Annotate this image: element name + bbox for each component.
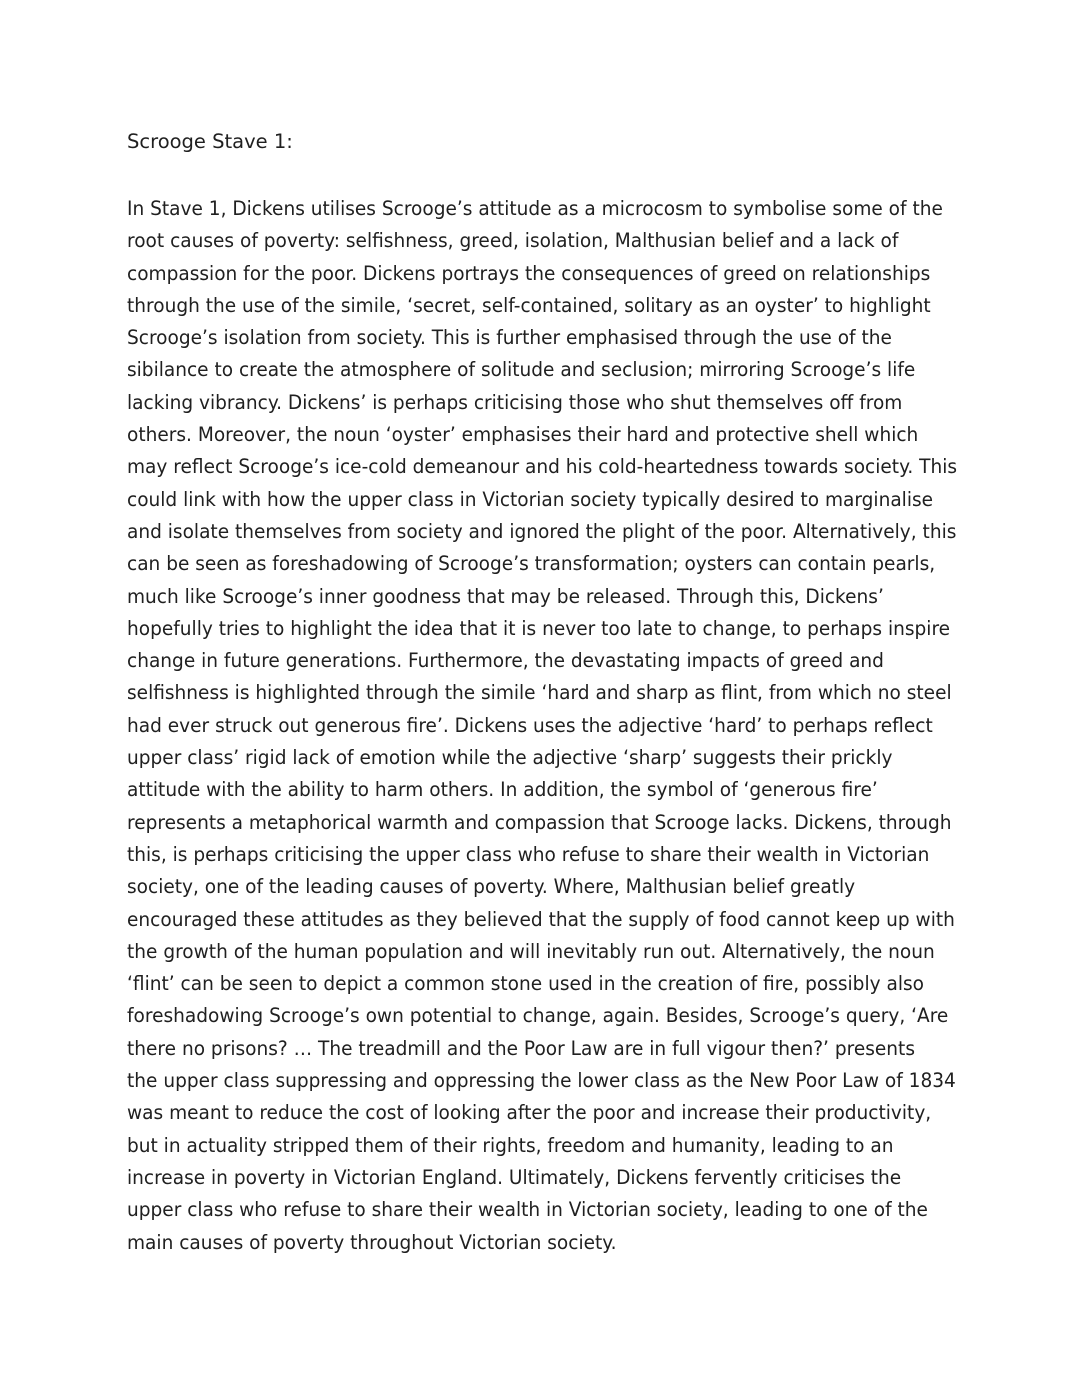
body-line: much like Scrooge’s inner goodness that may be released. Through this, Dickens’ <box>127 584 884 608</box>
body-line: foreshadowing Scrooge’s own potential to change, again. Besides, Scrooge’s query, ‘Are <box>127 1004 949 1028</box>
body-line: attitude with the ability to harm others. In addition, the symbol of ‘generous fire’ <box>127 778 878 802</box>
body-line: represents a metaphorical warmth and compassion that Scrooge lacks. Dickens, through <box>127 810 952 834</box>
body-line: could link with how the upper class in Victorian society typically desired to marginalise <box>127 487 934 511</box>
body-line: there no prisons? … The treadmill and the Poor Law are in full vigour then?’ presents <box>127 1036 915 1060</box>
body-line: sibilance to create the atmosphere of solitude and seclusion; mirroring Scrooge’s life <box>127 358 916 382</box>
body-line: selfishness is highlighted through the simile ‘hard and sharp as flint, from which no steel <box>127 681 952 705</box>
body-line: but in actuality stripped them of their rights, freedom and humanity, leading to an <box>127 1133 894 1157</box>
body-line: may reflect Scrooge’s ice-cold demeanour and his cold-heartedness towards society. This <box>127 455 958 479</box>
body-line: and isolate themselves from society and ignored the plight of the poor. Alternatively, this <box>127 519 957 543</box>
body-line: can be seen as foreshadowing of Scrooge’s transformation; oysters can contain pearls, <box>127 552 936 576</box>
body-line: this, is perhaps criticising the upper class who refuse to share their wealth in Victorian <box>127 842 930 866</box>
body-line: through the use of the simile, ‘secret, self-contained, solitary as an oyster’ to highlight <box>127 293 931 317</box>
body-line: root causes of poverty: selfishness, greed, isolation, Malthusian belief and a lack of <box>127 229 899 253</box>
body-line: the upper class suppressing and oppressing the lower class as the New Poor Law of 1834 <box>127 1069 956 1093</box>
body-line: compassion for the poor. Dickens portrays the consequences of greed on relationships <box>127 261 931 285</box>
document-body <box>127 193 1000 1259</box>
body-line: encouraged these attitudes as they believed that the supply of food cannot keep up with <box>127 907 955 931</box>
body-line: society, one of the leading causes of poverty. Where, Malthusian belief greatly <box>127 875 856 899</box>
body-line: main causes of poverty throughout Victorian society. <box>127 1230 617 1254</box>
body-line: had ever struck out generous fire’. Dickens uses the adjective ‘hard’ to perhaps reflect <box>127 713 933 737</box>
body-line: In Stave 1, Dickens utilises Scrooge’s attitude as a microcosm to symbolise some of the <box>127 197 943 220</box>
body-line: Scrooge’s isolation from society. This is further emphasised through the use of the <box>127 326 892 350</box>
body-line: ‘flint’ can be seen to depict a common stone used in the creation of fire, possibly also <box>127 972 924 996</box>
document-title: Scrooge Stave 1: <box>127 130 293 153</box>
body-line: change in future generations. Furthermore, the devastating impacts of greed and <box>127 649 884 673</box>
body-line: hopefully tries to highlight the idea that it is never too late to change, to perhaps inspire <box>127 616 951 640</box>
body-line: upper class’ rigid lack of emotion while the adjective ‘sharp’ suggests their prickly <box>127 746 893 770</box>
body-line: others. Moreover, the noun ‘oyster’ emphasises their hard and protective shell which <box>127 423 919 447</box>
body-line: was meant to reduce the cost of looking after the poor and increase their productivity, <box>127 1101 932 1125</box>
body-line: the growth of the human population and will inevitably run out. Alternatively, the noun <box>127 939 935 963</box>
body-line: lacking vibrancy. Dickens’ is perhaps criticising those who shut themselves off from <box>127 390 903 414</box>
body-line: upper class who refuse to share their wealth in Victorian society, leading to one of the <box>127 1198 928 1222</box>
body-line: increase in poverty in Victorian England. Ultimately, Dickens fervently criticises the <box>127 1165 902 1189</box>
